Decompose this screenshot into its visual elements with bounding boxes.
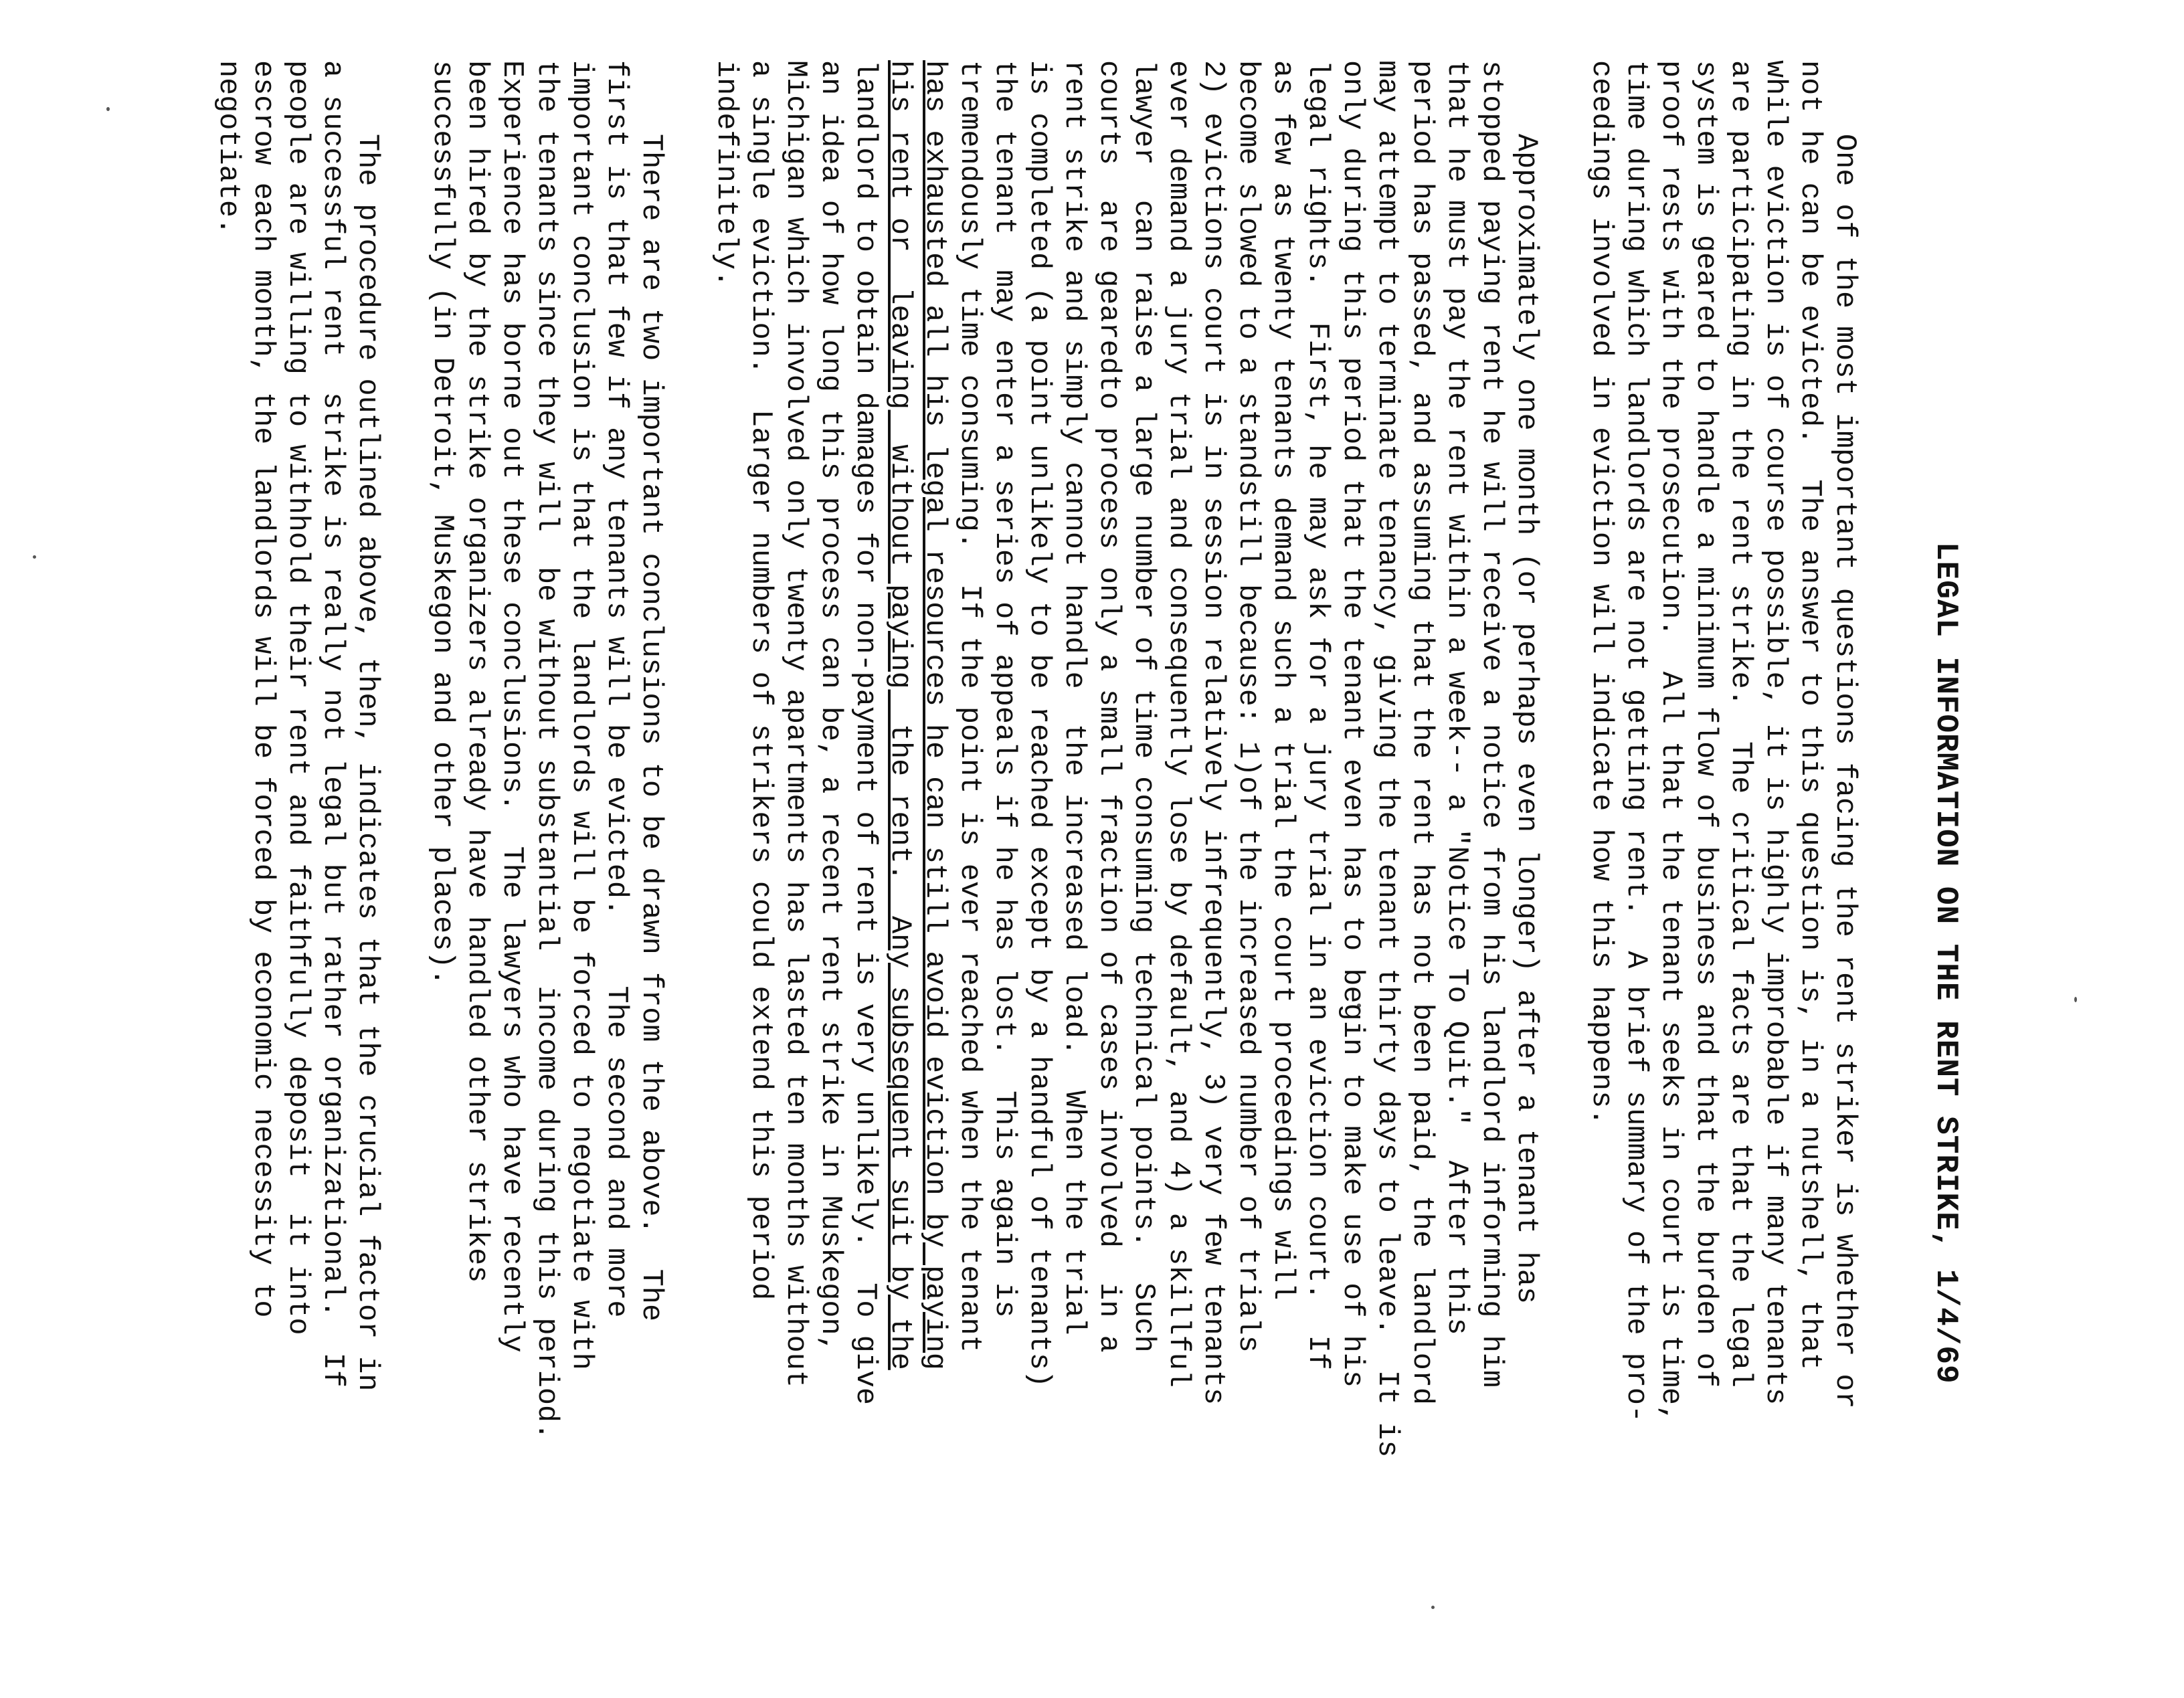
text-line: time during which landlords are not getting rent. A brief summary of the pro- (1619, 60, 1652, 1423)
text-line: indefinitely. (709, 60, 742, 288)
text-line-underlined: his rent or leaving without paying the rent. Any subsequent suit by the (883, 60, 916, 1370)
text-line: negotiate. (211, 60, 244, 235)
text-line: not he can be evicted. The answer to this question is, in a nutshell, that (1793, 60, 1826, 1370)
document-title: LEGAL INFORMATION ON THE RENT STRIKE, 1/4/69 (1928, 542, 1963, 1384)
text-line: may attempt to terminate tenancy, giving the tenant thirty days to leave. It is (1370, 60, 1403, 1458)
text-line: an idea of how long this process can be, a recent rent strike in Muskegon, (814, 60, 846, 1353)
text-line: been hired by the strike organizers already have handled other strikes (460, 60, 493, 1283)
text-line-underlined: has exhausted all his legal resources he can still avoid eviction by paying (918, 60, 951, 1370)
text-line: successfully (in Detroit, Muskegon and other places). (426, 60, 458, 986)
scan-speck (2074, 997, 2077, 1002)
document-body (170, 60, 1963, 1639)
text-line: escrow each month, the landlords will be forced by economic necessity to (246, 60, 279, 1318)
text-line: 2) evictions court is in session relatively infrequently, 3) very few tenants (1196, 60, 1229, 1406)
scan-speck (106, 107, 110, 111)
text-line: as few as twenty tenants demand such a trial the court proceedings will (1266, 60, 1299, 1301)
text-line: The procedure outlined above, then, indicates that the crucial factor in (351, 134, 383, 1392)
paragraph-2 (708, 60, 1543, 1639)
text-line: people are willing to withhold their rent and faithfully deposit it into (281, 60, 314, 1335)
text-line: while eviction is of course possible, it is highly improbable if many tenants (1758, 60, 1791, 1406)
text-line: a successful rent strike is really not legal but rather organizational. If (316, 60, 349, 1388)
text-line: become slowed to a standstill because: 1)of the increased number of trials (1231, 60, 1264, 1353)
text-line: system is geared to handle a minimum flow of business and that the burden of (1689, 60, 1722, 1388)
paragraph-3 (424, 60, 668, 1639)
paragraph-1 (1583, 60, 1861, 1639)
text-line: ceedings involved in eviction will indicate how this happens. (1584, 60, 1617, 1126)
text-line: legal rights. First, he may ask for a jury trial in an eviction court. If (1301, 60, 1334, 1370)
scan-speck (33, 555, 36, 559)
text-line: landlord to obtain damages for non-payment of rent is very unlikely. To give (848, 60, 881, 1406)
text-line: rent strike and simply cannot handle the increased load. When the trial (1057, 60, 1090, 1335)
text-line: is completed (a point unlikely to be reached except by a handful of tenants) (1022, 60, 1055, 1388)
text-line: the tenants since they will be without substantial income during this period. (530, 60, 563, 1440)
text-line: Approximately one month (or perhaps even longer) after a tenant has (1510, 134, 1542, 1304)
paragraph-4 (210, 60, 384, 1639)
text-line: first is that few if any tenants will be evicted. The second and more (600, 60, 632, 1318)
text-line: tremendously time consuming. If the point is ever reached when the tenant (953, 60, 986, 1353)
text-line: courts are gearedto process only a small fraction of cases involved in a (1092, 60, 1125, 1353)
text-line: a single eviction. Larger numbers of strikers could extend this period (744, 60, 777, 1301)
text-line: Michigan which involved only twenty apartments has lasted ten months without (779, 60, 812, 1388)
text-line: period has passed, and assuming that the rent has not been paid, the landlord (1405, 60, 1438, 1406)
text-line: One of the most important questions facing the rent striker is whether or (1828, 134, 1861, 1409)
text-line: important conclusion is that the landlords will be forced to negotiate with (565, 60, 598, 1370)
text-line: that he must pay the rent within a week-- a "Notice To Quit." After this (1440, 60, 1473, 1335)
text-line: are participating in the rent strike. The critical facts are that the legal (1724, 60, 1756, 1388)
text-line: lawyer can raise a large number of time consuming technical points. Such (1127, 60, 1160, 1353)
text-line: There are two important conclusions to be drawn from the above. The (634, 134, 667, 1322)
text-line: the tenant may enter a series of appeals if he has lost. This again is (988, 60, 1020, 1318)
text-line: only during this period that the tenant even has to begin to make use of his (1336, 60, 1368, 1388)
text-line: Experience has borne out these conclusions. The lawyers who have recently (495, 60, 528, 1353)
text-line: ever demand a jury trial and consequently lose by default, and 4) a skillful (1162, 60, 1194, 1388)
text-line: stopped paying rent he will receive a notice from his landlord informing him (1475, 60, 1508, 1388)
text-line: proof rests with the prosecution. All that the tenant seeks in court is time, (1654, 60, 1687, 1423)
